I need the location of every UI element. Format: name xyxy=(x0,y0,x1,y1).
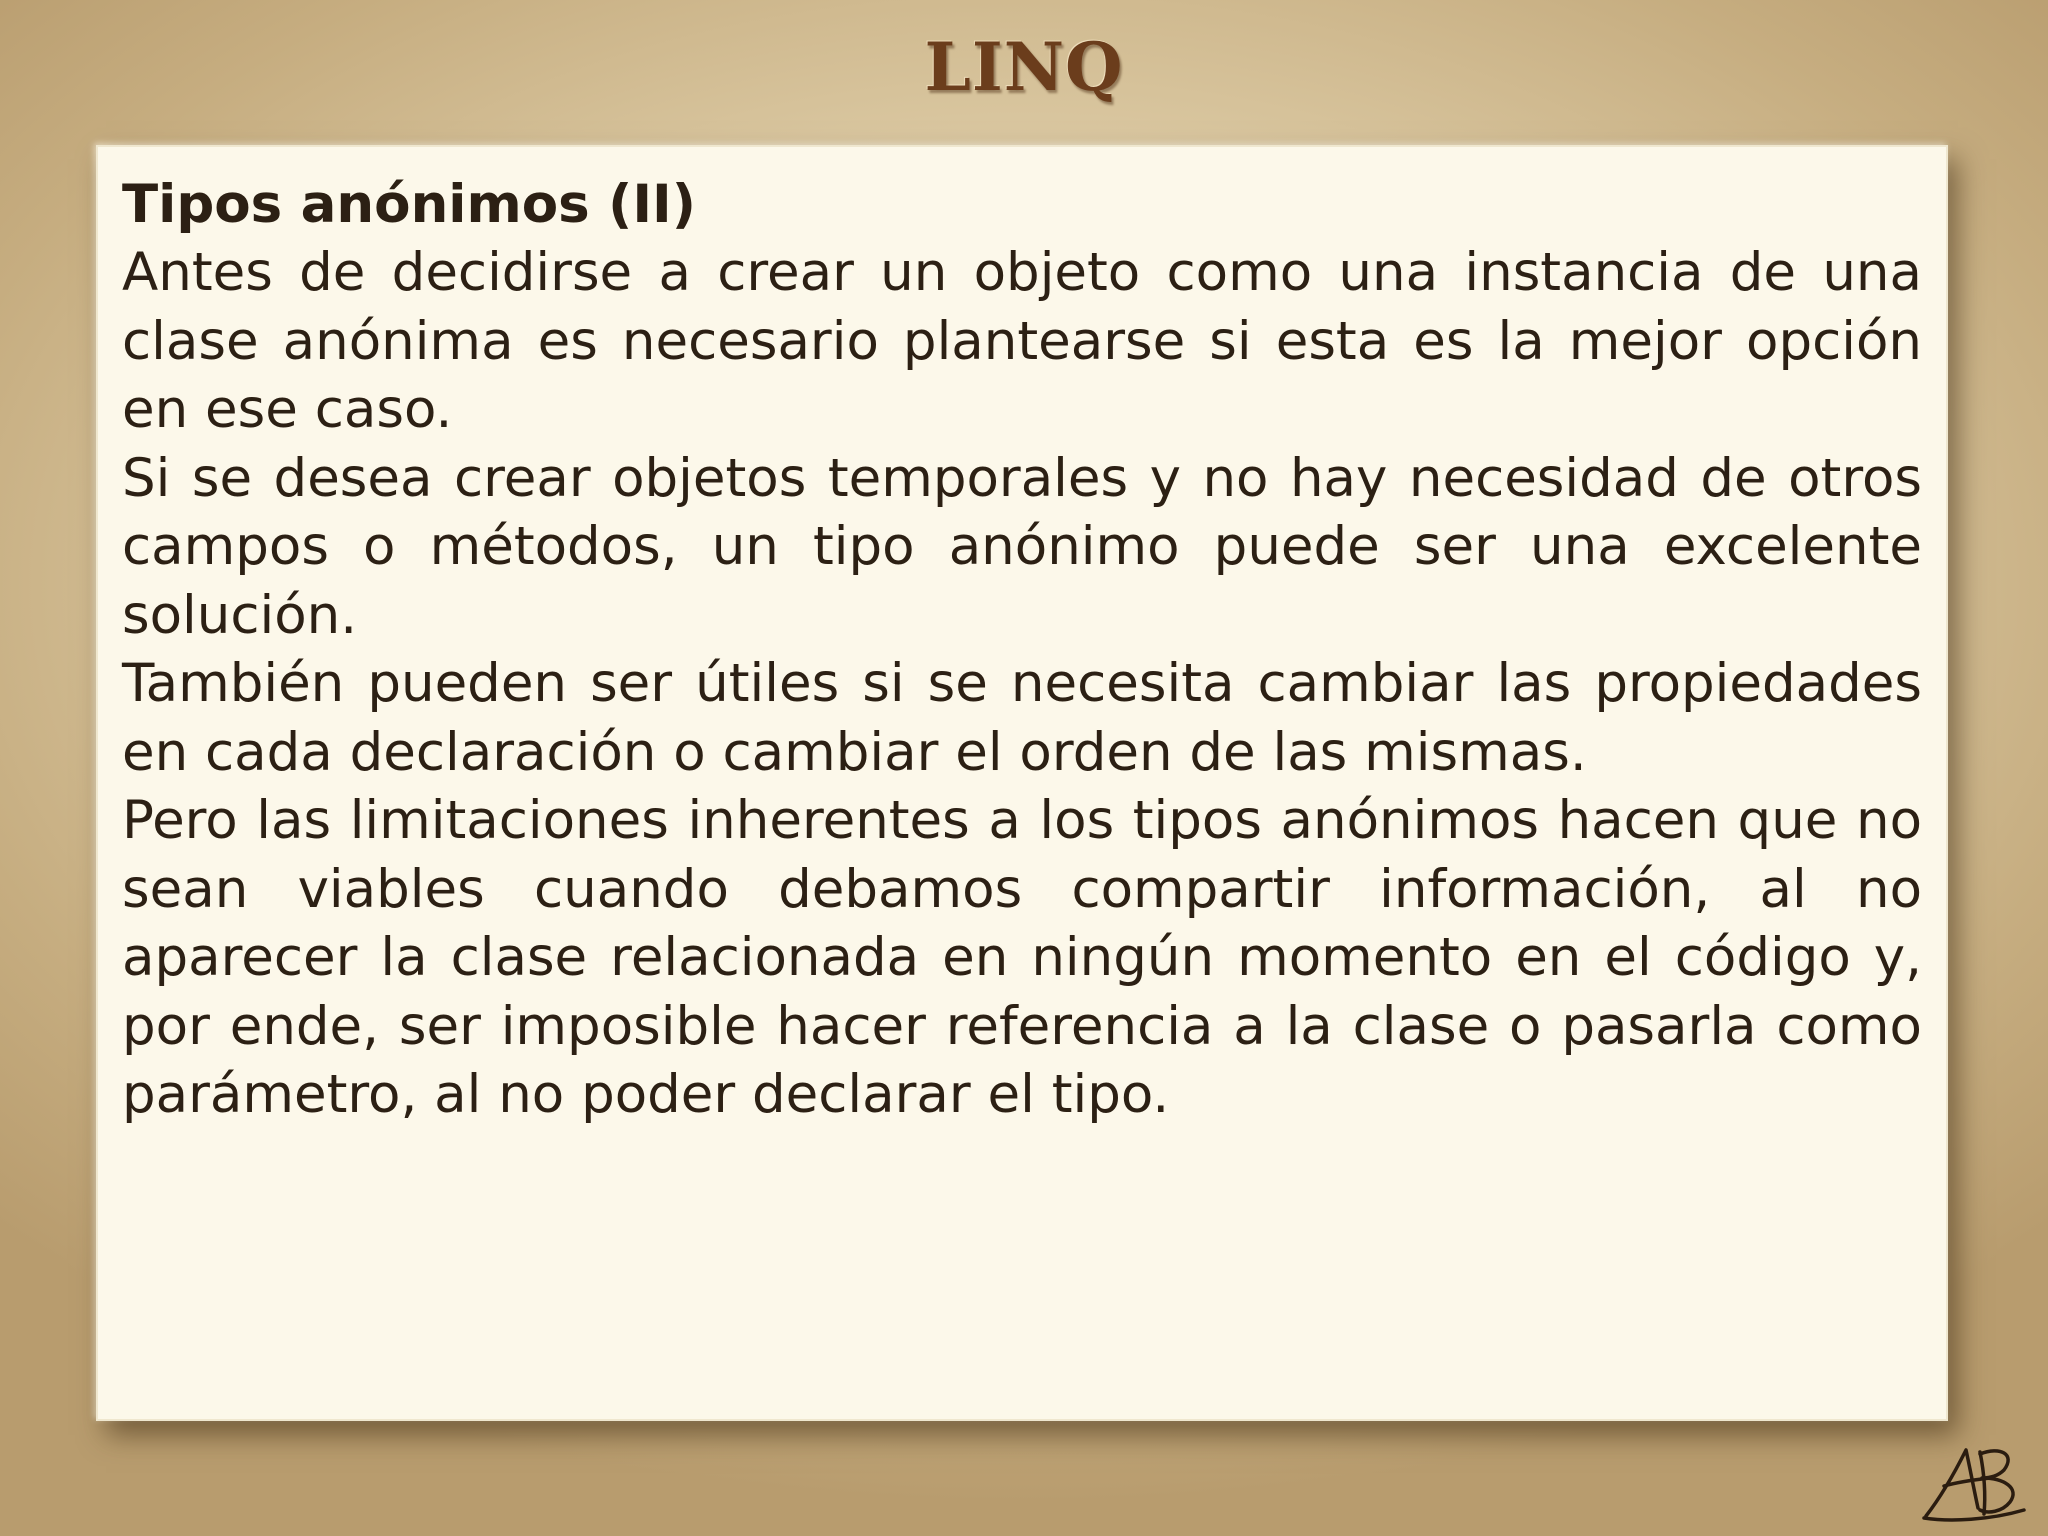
content-panel xyxy=(96,145,1948,1421)
slide-title: LINQ xyxy=(924,28,1124,106)
content-heading: Tipos anónimos (II) xyxy=(122,174,696,235)
signature-logo xyxy=(1920,1438,2030,1524)
paragraph-4: Pero las limitaciones inherentes a los tipos anónimos hacen que no sean viables cuando debamos compartir información, al no aparecer la clase relacionada en ningún momento en el código y, por ende, ser imposible hacer referencia a la clase o pasarla como parámetro, al no poder declarar el tipo. xyxy=(122,790,1922,1125)
paragraph-1: Antes de decidirse a crear un objeto como una instancia de una clase anónima es necesario plantearse si esta es la mejor opción en ese caso. xyxy=(122,242,1922,440)
paragraph-3: También pueden ser útiles si se necesita cambiar las propiedades en cada declaración o cambiar el orden de las mismas. xyxy=(122,653,1922,783)
paragraph-2: Si se desea crear objetos temporales y no hay necesidad de otros campos o métodos, un tipo anónimo puede ser una excelente solución. xyxy=(122,447,1922,646)
